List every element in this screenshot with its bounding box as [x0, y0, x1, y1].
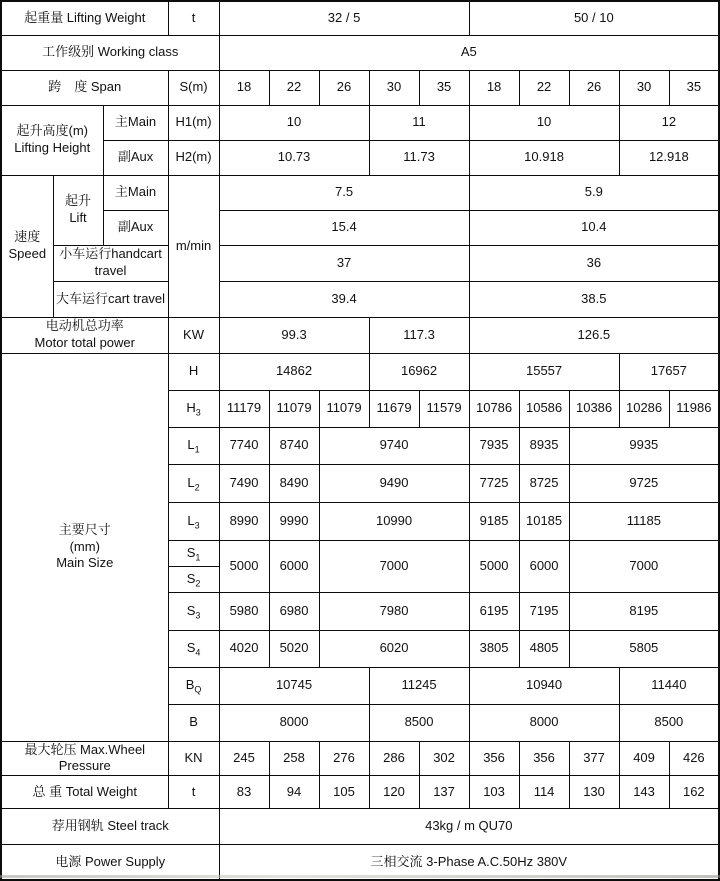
value-cell: 22 [519, 70, 569, 105]
dim-label-bq: $B_Q$ [168, 667, 219, 704]
value-cell: 10185 [519, 502, 569, 540]
value-cell: 377 [569, 741, 619, 776]
dim-label-l1: $L_1$ [168, 427, 219, 464]
value-cell: 18 [469, 70, 519, 105]
value-cell: 5980 [219, 592, 269, 630]
value-cell: 8000 [219, 704, 369, 741]
value-cell: 10745 [219, 667, 369, 704]
lift-group-label [53, 175, 103, 245]
value-cell: 126.5 [469, 317, 719, 353]
value-cell: 6000 [519, 540, 569, 592]
value-cell: 356 [469, 741, 519, 776]
wheel-pressure-label: 最大轮压 Max.Wheel Pressure [1, 741, 168, 776]
value-cell: 8500 [619, 704, 719, 741]
motor-power-label-cn: 电动机总功率 [45, 318, 124, 334]
value-cell: 3805 [469, 630, 519, 667]
value-cell: 7725 [469, 464, 519, 502]
value-cell: 83 [219, 776, 269, 809]
power-supply-label: 电源 Power Supply [1, 845, 219, 880]
value-cell: 4805 [519, 630, 569, 667]
span-unit: S(m) [168, 70, 219, 105]
value-cell: 10.918 [469, 140, 619, 175]
value-cell: 11440 [619, 667, 719, 704]
value-cell: 11079 [269, 390, 319, 427]
dim-label-s3: $S_3$ [168, 592, 219, 630]
value-cell: 11079 [319, 390, 369, 427]
value-cell: 137 [419, 776, 469, 809]
value-cell: 302 [419, 741, 469, 776]
row-speed-trolley [1, 245, 719, 281]
value-cell: 6980 [269, 592, 319, 630]
value-cell: 11179 [219, 390, 269, 427]
value-cell: 8000 [469, 704, 619, 741]
lifting-height-label-en: Lifting Height [14, 140, 91, 155]
steel-track-label: 荐用钢轨 Steel track [1, 809, 219, 845]
value-cell: 16962 [369, 353, 469, 390]
value-cell: 50 / 10 [469, 1, 719, 35]
steel-track-value: 43kg / m QU70 [219, 809, 719, 845]
value-cell: 7935 [469, 427, 519, 464]
value-cell: 10 [219, 105, 369, 140]
total-weight-label: 总 重 Total Weight [1, 776, 168, 809]
value-cell: 39.4 [219, 281, 469, 317]
motor-power-unit: KW [168, 317, 219, 353]
dim-label-s4: $S_4$ [168, 630, 219, 667]
value-cell: 11.73 [369, 140, 469, 175]
speed-group-label [1, 175, 53, 317]
value-cell: 105 [319, 776, 369, 809]
value-cell: 14862 [219, 353, 369, 390]
value-cell: 103 [469, 776, 519, 809]
value-cell: 426 [669, 741, 719, 776]
main-size-label-mm: (mm) [69, 538, 100, 554]
h2-unit: H2(m) [168, 140, 219, 175]
value-cell: 10940 [469, 667, 619, 704]
value-cell: 17657 [619, 353, 719, 390]
value-cell: 26 [569, 70, 619, 105]
value-cell: 143 [619, 776, 669, 809]
value-cell: 9990 [269, 502, 319, 540]
value-cell: 30 [619, 70, 669, 105]
aux-hoist-label: 副Aux [103, 210, 168, 245]
dim-label-s1: $S_1$ [168, 540, 219, 566]
value-cell: 8990 [219, 502, 269, 540]
value-cell: 9935 [569, 427, 719, 464]
value-cell: 409 [619, 741, 669, 776]
crane-travel-label: 大车运行cart travel [53, 281, 168, 317]
value-cell: 18 [219, 70, 269, 105]
row-steel-track [1, 809, 719, 845]
speed-label-en: Speed [8, 246, 47, 261]
working-class-value: A5 [219, 35, 719, 70]
value-cell: 9185 [469, 502, 519, 540]
value-cell: 10 [469, 105, 619, 140]
value-cell: 12.918 [619, 140, 719, 175]
value-cell: 7980 [319, 592, 469, 630]
value-cell: 35 [419, 70, 469, 105]
value-cell: 9725 [569, 464, 719, 502]
value-cell: 7195 [519, 592, 569, 630]
value-cell: 32 / 5 [219, 1, 469, 35]
value-cell: 10586 [519, 390, 569, 427]
lift-label-cn: 起升 [64, 193, 91, 209]
value-cell: 11679 [369, 390, 419, 427]
value-cell: 5.9 [469, 175, 719, 210]
dim-label-s2: $S_2$ [168, 566, 219, 592]
value-cell: 276 [319, 741, 369, 776]
main-size-label-en: Main Size [56, 555, 114, 571]
value-cell: 286 [369, 741, 419, 776]
value-cell: 7740 [219, 427, 269, 464]
row-lifting-height-aux [1, 140, 719, 175]
main-hoist-label: 主Main [103, 175, 168, 210]
value-cell: 7000 [569, 540, 719, 592]
row-working-class [1, 35, 719, 70]
value-cell: 8195 [569, 592, 719, 630]
value-cell: 10286 [619, 390, 669, 427]
value-cell: 6020 [319, 630, 469, 667]
dim-label-h3: $H_3$ [168, 390, 219, 427]
value-cell: 7000 [319, 540, 469, 592]
row-span [1, 70, 719, 105]
row-speed-lift-main [1, 175, 719, 210]
value-cell: 94 [269, 776, 319, 809]
lifting-height-label [1, 105, 103, 175]
value-cell: 6000 [269, 540, 319, 592]
value-cell: 8490 [269, 464, 319, 502]
value-cell: 10786 [469, 390, 519, 427]
value-cell: 11579 [419, 390, 469, 427]
lifting-height-label-cn: 起升高度(m) [16, 123, 88, 139]
value-cell: 12 [619, 105, 719, 140]
value-cell: 11245 [369, 667, 469, 704]
value-cell: 356 [519, 741, 569, 776]
row-speed-lift-aux [1, 210, 719, 245]
h1-unit: H1(m) [168, 105, 219, 140]
power-supply-value: 三相交流 3-Phase A.C.50Hz 380V [219, 845, 719, 880]
main-hoist-label: 主Main [103, 105, 168, 140]
dim-label-h: H [168, 353, 219, 390]
lifting-weight-unit: t [168, 1, 219, 35]
speed-label-cn: 速度 [14, 229, 41, 245]
working-class-label: 工作级别 Working class [1, 35, 219, 70]
value-cell: 15557 [469, 353, 619, 390]
row-motor-power [1, 317, 719, 353]
value-cell: 8740 [269, 427, 319, 464]
value-cell: 7.5 [219, 175, 469, 210]
value-cell: 10.73 [219, 140, 369, 175]
main-size-label-cn: 主要尺寸 [58, 521, 111, 537]
wheel-pressure-unit: KN [168, 741, 219, 776]
value-cell: 11986 [669, 390, 719, 427]
value-cell: 8500 [369, 704, 469, 741]
total-weight-unit: t [168, 776, 219, 809]
value-cell: 26 [319, 70, 369, 105]
value-cell: 22 [269, 70, 319, 105]
aux-hoist-label: 副Aux [103, 140, 168, 175]
value-cell: 5020 [269, 630, 319, 667]
dim-label-l3: $L_3$ [168, 502, 219, 540]
value-cell: 117.3 [369, 317, 469, 353]
value-cell: 37 [219, 245, 469, 281]
value-cell: 5000 [469, 540, 519, 592]
value-cell: 10386 [569, 390, 619, 427]
motor-power-label-en: Motor total power [34, 335, 135, 350]
value-cell: 4020 [219, 630, 269, 667]
value-cell: 30 [369, 70, 419, 105]
value-cell: 7490 [219, 464, 269, 502]
value-cell: 6195 [469, 592, 519, 630]
motor-power-label [1, 317, 168, 353]
value-cell: 5805 [569, 630, 719, 667]
value-cell: 10990 [319, 502, 469, 540]
value-cell: 162 [669, 776, 719, 809]
value-cell: 10.4 [469, 210, 719, 245]
dim-label-l2: $L_2$ [168, 464, 219, 502]
row-speed-crane [1, 281, 719, 317]
span-label: 跨 度 Span [1, 70, 168, 105]
value-cell: 120 [369, 776, 419, 809]
value-cell: 5000 [219, 540, 269, 592]
row-lifting-weight [1, 1, 719, 35]
value-cell: 9740 [319, 427, 469, 464]
dim-label-b: B [168, 704, 219, 741]
value-cell: 8935 [519, 427, 569, 464]
row-total-weight [1, 776, 719, 809]
row-lifting-height-main [1, 105, 719, 140]
lift-label-en: Lift [69, 210, 87, 225]
value-cell: 114 [519, 776, 569, 809]
value-cell: 99.3 [219, 317, 369, 353]
value-cell: 245 [219, 741, 269, 776]
main-size-label [1, 353, 168, 741]
value-cell: 15.4 [219, 210, 469, 245]
row-wheel-pressure [1, 741, 719, 776]
trolley-travel-label: 小车运行handcart travel [53, 245, 168, 281]
value-cell: 9490 [319, 464, 469, 502]
value-cell: 38.5 [469, 281, 719, 317]
value-cell: 8725 [519, 464, 569, 502]
row-size-h [1, 353, 719, 390]
value-cell: 35 [669, 70, 719, 105]
value-cell: 258 [269, 741, 319, 776]
speed-unit: m/min [168, 175, 219, 317]
value-cell: 11185 [569, 502, 719, 540]
value-cell: 11 [369, 105, 469, 140]
lifting-weight-label: 起重量 Lifting Weight [1, 1, 168, 35]
value-cell: 36 [469, 245, 719, 281]
value-cell: 130 [569, 776, 619, 809]
